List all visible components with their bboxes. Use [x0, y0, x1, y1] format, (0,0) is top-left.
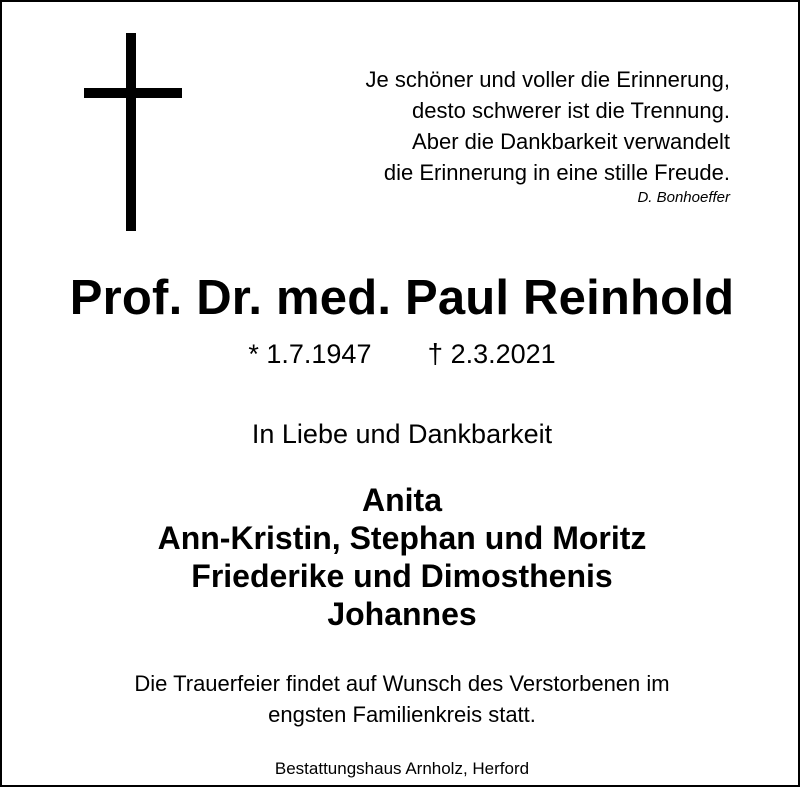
notice-line: Die Trauerfeier findet auf Wunsch des Verstorbenen im [134, 671, 670, 696]
cross-vertical-bar [126, 33, 136, 231]
death-symbol-icon: † [427, 338, 444, 369]
quote-line: die Erinnerung in eine stille Freude. [383, 160, 730, 185]
cross-icon [84, 33, 182, 231]
mourner-line: Friederike und Dimosthenis [191, 558, 613, 594]
funeral-notice [2, 668, 800, 730]
birth-date: 1.7.1947 [266, 339, 372, 369]
notice-line: engsten Familienkreis statt. [268, 702, 536, 727]
death-date: 2.3.2021 [450, 339, 556, 369]
birth-symbol: * [248, 339, 259, 369]
bonhoeffer-quote [210, 64, 730, 208]
mourner-line: Ann-Kristin, Stephan und Moritz [157, 520, 647, 556]
cross-horizontal-bar [84, 88, 182, 98]
dedication-text: In Liebe und Dankbarkeit [251, 419, 553, 449]
undertaker-name: Bestattungshaus Arnholz, Herford [274, 759, 530, 778]
quote-author: D. Bonhoeffer [637, 189, 730, 206]
quote-line: Aber die Dankbarkeit verwandelt [412, 129, 730, 154]
mourner-line: Johannes [327, 596, 477, 632]
mourner-line: Anita [362, 482, 442, 518]
quote-line: Je schöner und voller die Erinnerung, [365, 67, 730, 92]
deceased-name: Prof. Dr. med. Paul Reinhold [69, 271, 735, 325]
mourners-list [2, 481, 800, 633]
life-dates [2, 336, 800, 372]
quote-line: desto schwerer ist die Trennung. [412, 98, 730, 123]
